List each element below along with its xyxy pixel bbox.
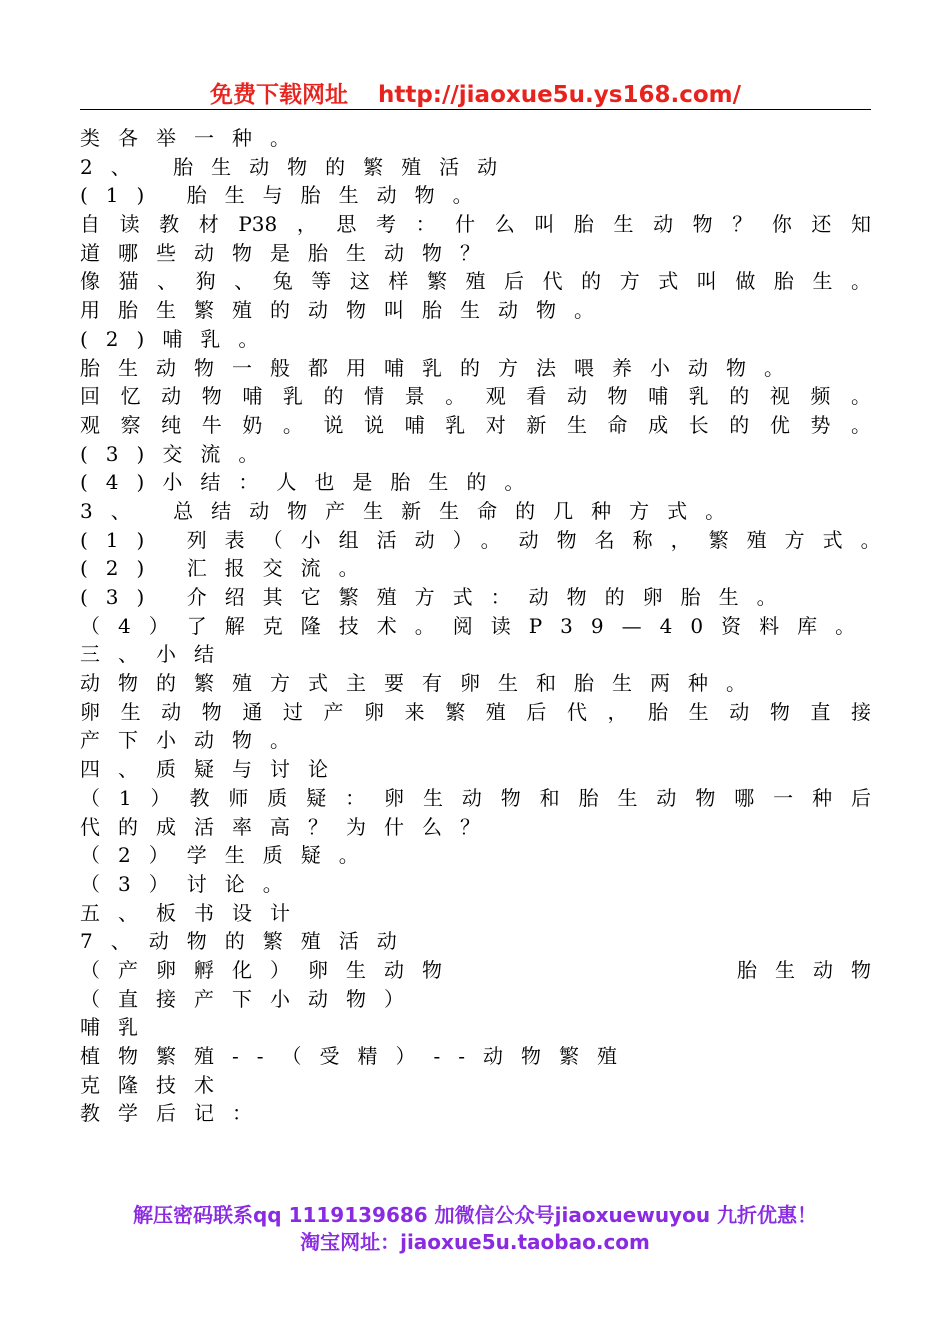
text-line: 卵生动物通过产卵来繁殖后代，胎生动物直接: [80, 699, 871, 724]
text-line: （3）讨论。: [80, 871, 301, 896]
text-line: 用胎生繁殖的动物叫胎生动物。: [80, 298, 612, 323]
text-line: (3) 介绍其它繁殖方式：动物的卵胎生。: [80, 585, 795, 609]
board-diagram-row: [80, 956, 889, 985]
text-line: （1）教师质疑：卵生动物和胎生动物哪一种后: [80, 785, 871, 810]
text-line: (3)交流。: [80, 441, 277, 466]
text-line: 观察纯牛奶。说说哺乳对新生命成长的优势。: [80, 412, 871, 437]
text-line: (4)小结：人也是胎生的。: [80, 470, 543, 495]
section-heading: 五、板书设计: [80, 900, 308, 925]
section-heading: 四、质疑与讨论: [80, 757, 346, 782]
text-line: 产下小动物。: [80, 728, 308, 753]
text-line: 教学后记：: [80, 1101, 270, 1126]
text-line: 2、 胎生动物的繁殖活动: [80, 154, 516, 179]
text-line: 胎生动物一般都用哺乳的方法喂养小动物。: [80, 355, 802, 380]
text-line: （直接产下小动物）: [80, 986, 422, 1011]
text-line: 7、动物的繁殖活动: [80, 929, 415, 954]
text-line: （4）了解克隆技术。阅读P39—40资料库。: [80, 613, 874, 638]
text-line: 类各举一种。: [80, 126, 308, 150]
text-line: (1) 列表（小组活动）。动物名称，繁殖方式。: [80, 527, 899, 552]
text-line: 3、 总结动物产生新生命的几种方式。: [80, 498, 744, 523]
text-line: 植物繁殖--（受精）--动物繁殖: [80, 1044, 636, 1068]
text-line: 哺乳: [80, 1015, 156, 1040]
text-line: 代的成活率高？为什么？: [80, 814, 498, 839]
text-line: 像猫、狗、兔等这样繁殖后代的方式叫做胎生。: [80, 269, 871, 294]
text-line: （2）学生质疑。: [80, 843, 377, 868]
header-label: 免费下载网址: [209, 82, 348, 108]
section-heading: 三、小结: [80, 642, 232, 667]
text-line: 克隆技术: [80, 1072, 232, 1097]
text-line: (2) 汇报交流。: [80, 556, 377, 581]
text-line: (1) 胎生与胎生动物。: [80, 183, 491, 208]
diagram-right-text: 胎生动物: [737, 957, 889, 982]
text-line: 动物的繁殖方式主要有卵生和胎生两种。: [80, 671, 764, 696]
text-line: 道哪些动物是胎生动物？: [80, 240, 498, 265]
header-rule: [80, 109, 871, 110]
document-body: [80, 124, 899, 1128]
footer-shop-link[interactable]: 淘宝网址：jiaoxue5u.taobao.com: [300, 1230, 650, 1254]
diagram-left-text: （产卵孵化）卵生动物: [80, 957, 460, 982]
page-header: [80, 76, 871, 109]
header-url-link[interactable]: http://jiaoxue5u.ys168.com/: [377, 82, 742, 108]
footer-contact: 解压密码联系qq 1119139686 加微信公众号jiaoxuewuyou 九折优惠！: [132, 1203, 818, 1227]
text-line: 自读教材P38，思考：什么叫胎生动物？你还知: [80, 212, 871, 237]
text-line: (2)哺乳。: [80, 326, 277, 351]
text-line: 回忆动物哺乳的情景。观看动物哺乳的视频。: [80, 384, 871, 409]
